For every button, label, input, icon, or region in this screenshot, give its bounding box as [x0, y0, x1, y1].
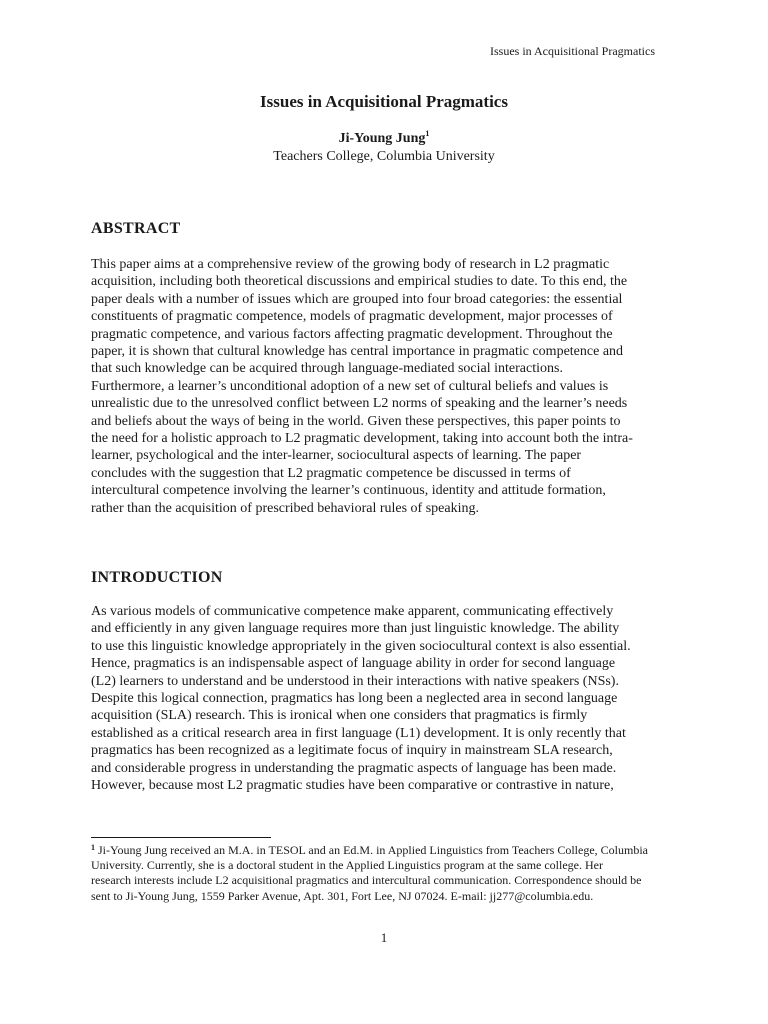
- introduction-line: As various models of communicative competence make apparent, communicating effectively: [91, 604, 614, 619]
- abstract-line: intercultural competence involving the learner’s continuous, identity and attitude formation,: [91, 483, 606, 499]
- introduction-line: (L2) learners to understand and be understood in their interactions with native speakers (NSs).: [91, 673, 619, 689]
- abstract-line: constituents of pragmatic competence, models of pragmatic development, major processes of: [91, 309, 613, 325]
- introduction-line: and efficiently in any given language requires more than just linguistic knowledge. The ability: [91, 621, 620, 637]
- introduction-line: to use this linguistic knowledge appropriately in the given sociocultural context is also essential.: [91, 638, 631, 654]
- abstract-line: paper, it is shown that cultural knowledge has central importance in pragmatic competence and: [91, 344, 624, 360]
- introduction-line: established as a critical research area in first language (L1) development. It is only recently that: [91, 725, 626, 741]
- abstract-line: paper deals with a number of issues which are grouped into four broad categories: the essential: [91, 291, 623, 307]
- abstract-body: [91, 256, 683, 517]
- introduction-heading: INTRODUCTION: [91, 569, 223, 586]
- abstract-line: This paper aims at a comprehensive review of the growing body of research in L2 pragmatic: [91, 257, 610, 272]
- footnote-line: University. Currently, she is a doctoral student in the Applied Linguistics program at the same college. Her: [91, 858, 603, 873]
- abstract-line: that such knowledge can be acquired through language-mediated social interactions.: [91, 361, 563, 377]
- paper-title: Issues in Acquisitional Pragmatics: [260, 92, 508, 111]
- introduction-line: acquisition (SLA) research. This is ironical when one considers that pragmatics is firmly: [91, 708, 588, 724]
- footnote-line: sent to Ji-Young Jung, 1559 Parker Avenue, Apt. 301, Fort Lee, NJ 07024. E-mail: jj277@columbia.edu.: [91, 888, 594, 903]
- footnote-line: research interests include L2 acquisitional pragmatics and intercultural communication. Correspondence should be: [91, 873, 642, 888]
- abstract-line: learner, psychological and the inter-learner, sociocultural aspects of learning. The paper: [91, 448, 582, 464]
- abstract-line: pragmatic competence, and various factors affecting pragmatic development. Throughout the: [91, 326, 613, 342]
- author-affiliation: Teachers College, Columbia University: [273, 149, 495, 164]
- abstract-line: unrealistic due to the unresolved conflict between L2 norms of speaking and the learner’s needs: [91, 396, 628, 412]
- footnote-line: [91, 843, 681, 858]
- author-line: [0, 130, 768, 148]
- footnote: [91, 843, 681, 904]
- abstract-line: the need for a holistic approach to L2 pragmatic development, taking into account both the intra-: [91, 431, 633, 447]
- running-head: Issues in Acquisitional Pragmatics: [490, 44, 655, 58]
- introduction-body: [91, 603, 683, 794]
- footnote-text: Ji-Young Jung received an M.A. in TESOL and an Ed.M. in Applied Linguistics from Teachers College, Columbia: [95, 843, 648, 857]
- abstract-line: Furthermore, a learner’s unconditional adoption of a new set of cultural beliefs and values is: [91, 378, 609, 394]
- author-footnote-marker: 1: [425, 129, 430, 138]
- introduction-line: Despite this logical connection, pragmatics has long been a neglected area in second language: [91, 691, 618, 707]
- introduction-line: Hence, pragmatics is an indispensable aspect of language ability in order for second language: [91, 656, 616, 672]
- introduction-line: and considerable progress in understanding the pragmatic aspects of language has been made.: [91, 760, 617, 776]
- footnote-marker: 1: [91, 843, 95, 852]
- footnote-separator: [91, 837, 271, 838]
- introduction-line: However, because most L2 pragmatic studies have been comparative or contrastive in nature,: [91, 778, 614, 794]
- abstract-line: rather than the acquisition of prescribed behavioral rules of speaking.: [91, 500, 479, 516]
- abstract-line: acquisition, including both theoretical discussions and empirical studies to date. To this end, the: [91, 274, 628, 290]
- author-name: Ji-Young Jung: [338, 131, 426, 146]
- page-number: 1: [380, 930, 388, 945]
- abstract-line: and beliefs about the ways of being in the world. Given these perspectives, this paper points to: [91, 413, 621, 429]
- abstract-heading: ABSTRACT: [91, 220, 181, 237]
- introduction-line: pragmatics has been recognized as a legitimate focus of inquiry in mainstream SLA research,: [91, 743, 613, 759]
- abstract-line: concludes with the suggestion that L2 pragmatic competence be discussed in terms of: [91, 465, 571, 481]
